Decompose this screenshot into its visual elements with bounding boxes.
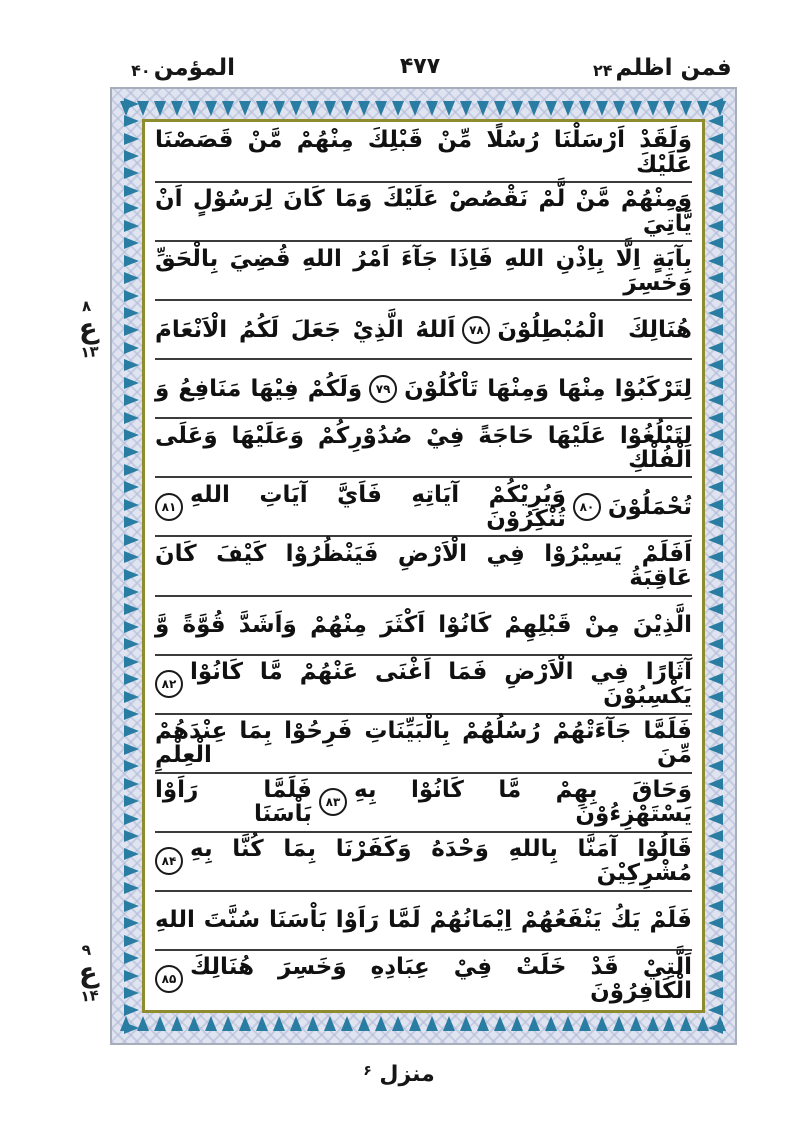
footer-manzil <box>0 1062 798 1087</box>
ayah-text: لِتَبْلُغُوْا عَلَيْهَا حَاجَةً فِيْ صُدُوْرِكُمْ وَعَلَيْهَا وَعَلَى الْفُلْكِ <box>155 422 692 473</box>
ayah-end-marker: ۷۹ <box>369 375 397 403</box>
ayah-text: اَللهُ الَّذِيْ جَعَلَ لَكُمُ الْاَنْعَامَ <box>155 316 456 343</box>
quran-line <box>155 715 692 774</box>
page-number: ۴۷۷ <box>399 53 441 79</box>
ruku-marker-1 <box>64 297 112 362</box>
ayah-end-marker: ۸۰ <box>573 493 601 521</box>
ayah-end-marker: ۸۵ <box>155 965 183 993</box>
quran-line <box>155 951 692 1008</box>
quran-line <box>155 360 692 419</box>
header-surah <box>95 40 235 80</box>
ayah-text: آثَارًا فِي الْاَرْضِ فَمَا اَغْنَى عَنْهُمْ مَّا كَانُوْا يَكْسِبُوْنَ <box>190 658 692 710</box>
quran-line <box>155 833 692 892</box>
juz-number: ۲۴ <box>593 60 613 80</box>
ayah-end-marker: ۸۱ <box>155 493 183 521</box>
border-motif-strip-bottom <box>118 1016 729 1038</box>
ruku-count-bottom: ۱۴ <box>79 986 100 1006</box>
manzil-number: ۶ <box>363 1062 372 1079</box>
ayah-text: وَحَاقَ بِهِمْ مَّا كَانُوْا بِهِ يَسْتَهْزِءُوْنَ <box>353 777 692 828</box>
surah-name-label: المؤمن <box>153 55 235 81</box>
ruku-marker-2 <box>64 941 112 1006</box>
quran-line <box>155 656 692 715</box>
ayah-end-marker: ۸۲ <box>155 670 183 698</box>
ayah-text: قَالُوْا آمَنَّا بِاللهِ وَحْدَهُ وَكَفَرْنَا بِمَا كُنَّا بِهِ مُشْرِكِيْنَ <box>190 836 692 887</box>
ayah-text: بِآيَةٍ اِلَّا بِاِذْنِ اللهِ فَاِذَا جَآءَ اَمْرُ اللهِ قُضِيَ بِالْحَقِّ وَخَسِرَ <box>155 245 692 296</box>
ayah-text: وَلَكُمْ فِيْهَا مَنَافِعُ وَ <box>155 375 363 402</box>
quran-line <box>155 774 692 833</box>
ayah-text: تُحْمَلُوْنَ <box>607 493 692 520</box>
quran-line <box>155 537 692 596</box>
ruku-count-top: ۸ <box>81 296 92 316</box>
ayah-text: اَفَلَمْ يَسِيْرُوْا فِي الْاَرْضِ فَيَنْظُرُوْا كَيْفَ كَانَ عَاقِبَةُ <box>155 540 692 591</box>
ain-symbol: ع <box>77 955 99 990</box>
border-motif-strip-left <box>117 95 139 1037</box>
ayah-text: الَّذِيْنَ مِنْ قَبْلِهِمْ كَانُوْا اَكْثَرَ مِنْهُمْ وَاَشَدَّ قُوَّةً وَّ <box>155 611 692 638</box>
ornamental-border-frame <box>110 87 737 1045</box>
quran-line <box>155 478 692 537</box>
surah-number: ۴۰ <box>131 60 151 80</box>
ayah-text: فَلَمَّا جَآءَتْهُمْ رُسُلُهُمْ بِالْبَيِّنَاتِ فَرِحُوْا بِمَا عِنْدَهُمْ مِّنَ الْعِلْمِ <box>155 718 692 769</box>
ruku-count-bottom: ۱۳ <box>79 342 100 362</box>
quran-line <box>155 419 692 478</box>
ayah-text: اَلَّتِيْ قَدْ خَلَتْ فِيْ عِبَادِهِ وَخَسِرَ هُنَالِكَ الْكَافِرُوْنَ <box>190 954 692 1005</box>
quran-line <box>155 183 692 242</box>
ain-symbol: ع <box>77 311 99 346</box>
ayah-end-marker: ۸۴ <box>155 847 183 875</box>
ayah-text: وَمِنْهُمْ مَّنْ لَّمْ نَقْصُصْ عَلَيْكَ وَمَا كَانَ لِرَسُوْلٍ اَنْ يَّاْتِيَ <box>155 186 692 237</box>
header-juz <box>590 40 770 80</box>
quran-line <box>155 301 692 360</box>
header-page-number <box>380 40 460 80</box>
quran-line <box>155 892 692 951</box>
ruku-count-top: ۹ <box>81 940 92 960</box>
quran-line <box>155 242 692 301</box>
quran-line <box>155 597 692 656</box>
border-motif-strip-top <box>118 94 729 116</box>
quran-line <box>155 124 692 183</box>
ayah-text: وَيُرِيْكُمْ آيَاتِهِ فَاَيَّ آيَاتِ اللهِ تُنْكِرُوْنَ <box>190 481 566 532</box>
manzil-label: منزل <box>379 1062 435 1087</box>
ayah-text: فَلَمْ يَكُ يَنْفَعُهُمْ اِيْمَانُهُمْ لَمَّا رَاَوْا بَاْسَنَا سُنَّتَ اللهِ <box>155 907 692 934</box>
juz-name-label: فمن اظلم <box>615 55 732 81</box>
ayah-text: فَلَمَّا رَاَوْا بَاْسَنَا <box>155 777 312 828</box>
border-motif-strip-right <box>708 95 730 1037</box>
ayah-end-marker: ۷۸ <box>462 316 490 344</box>
ayah-text: لِتَرْكَبُوْا مِنْهَا وَمِنْهَا تَاْكُلُوْنَ <box>404 375 692 402</box>
ayah-text: وَلَقَدْ اَرْسَلْنَا رُسُلًا مِّنْ قَبْلِكَ مِنْهُمْ مَّنْ قَصَصْنَا عَلَيْكَ <box>155 127 692 178</box>
ayah-end-marker: ۸۳ <box>319 788 347 816</box>
text-lines <box>142 119 705 1013</box>
ayah-text: هُنَالِكَ الْمُبْطِلُوْنَ <box>497 316 692 343</box>
